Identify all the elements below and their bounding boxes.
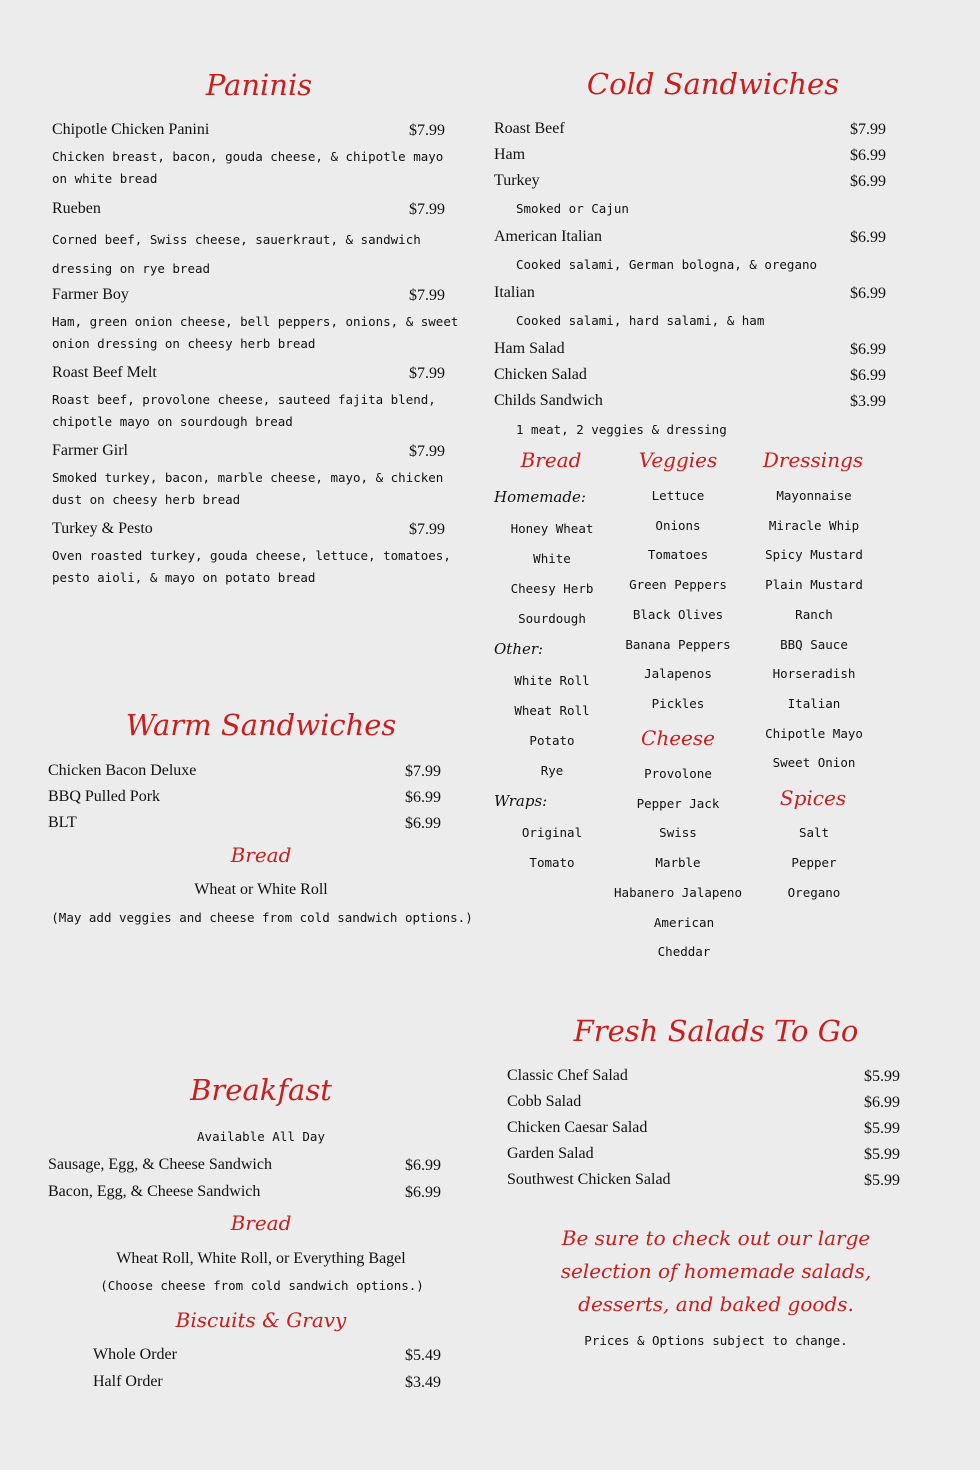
breakfast-title: Breakfast [190, 1073, 332, 1107]
item-description: Roast beef, provolone cheese, sauteed fajita blend, chipotle mayo on sourdough bread [52, 392, 436, 429]
salad-item-price: $5.99 [864, 1172, 900, 1189]
dressing-option: Miracle Whip [768, 518, 860, 533]
salad-item-name: Cobb Salad [507, 1093, 582, 1110]
cold-item-name: Italian [494, 284, 535, 301]
salad-item-price: $5.99 [864, 1146, 900, 1163]
salads-title: Fresh Salads To Go [573, 1014, 859, 1048]
bread-option: Sourdough [518, 611, 586, 626]
item-description: Ham, green onion cheese, bell peppers, onions, & sweet onion dressing on cheesy herb bread [52, 314, 459, 351]
salad-item-name: Garden Salad [507, 1145, 594, 1162]
warm-item-price: $6.99 [405, 815, 441, 832]
cold-item-name: American Italian [494, 228, 602, 245]
item-name: Turkey & Pesto [52, 520, 153, 537]
bread-option: White [533, 551, 571, 566]
cold-item-name: Ham [494, 146, 526, 163]
biscuits-item-name: Half Order [93, 1373, 163, 1390]
cheese-option: Pepper Jack [636, 796, 720, 811]
cold-item-price: $6.99 [850, 341, 886, 358]
salad-item-name: Southwest Chicken Salad [507, 1171, 671, 1188]
bread-title: Bread [520, 448, 582, 472]
bread-option: Cheesy Herb [510, 581, 594, 596]
warm-item-name: BLT [48, 814, 77, 831]
homemade-label: Homemade: [494, 488, 586, 506]
cold-item-price: $7.99 [850, 121, 886, 138]
item-description: Corned beef, Swiss cheese, sauerkraut, & sandwich dressing on rye bread [52, 232, 421, 276]
other-label: Other: [494, 640, 544, 658]
veggie-option: Lettuce [651, 488, 705, 503]
item-price: $7.99 [409, 521, 445, 538]
cold-item-note: 1 meat, 2 veggies & dressing [516, 422, 727, 437]
breakfast-item-price: $6.99 [405, 1157, 441, 1174]
warm-bread-title: Bread [230, 843, 292, 867]
item-name: Farmer Girl [52, 442, 128, 459]
veggie-option: Green Peppers [629, 577, 727, 592]
item-name: Chipotle Chicken Panini [52, 121, 210, 138]
item-name: Farmer Boy [52, 286, 129, 303]
veggie-option: Jalapenos [644, 666, 712, 681]
item-name: Roast Beef Melt [52, 364, 157, 381]
warm-note: (May add veggies and cheese from cold sandwich options.) [51, 910, 473, 925]
item-description: Smoked turkey, bacon, marble cheese, mayo, & chicken dust on cheesy herb bread [52, 470, 444, 507]
breakfast-bread-title: Bread [230, 1211, 292, 1235]
cold-sandwiches-title: Cold Sandwiches [586, 67, 840, 101]
biscuits-item-name: Whole Order [93, 1346, 177, 1363]
cold-item-name: Ham Salad [494, 340, 565, 357]
item-price: $7.99 [409, 287, 445, 304]
salad-item-name: Classic Chef Salad [507, 1067, 628, 1084]
spice-option: Salt [798, 825, 830, 840]
cold-item-note: Cooked salami, hard salami, & ham [516, 313, 765, 328]
salad-item-price: $6.99 [864, 1094, 900, 1111]
item-price: $7.99 [409, 122, 445, 139]
cold-item-name: Roast Beef [494, 120, 565, 137]
item-name: Rueben [52, 200, 101, 217]
warm-item-price: $7.99 [405, 763, 441, 780]
cold-item-note: Smoked or Cajun [516, 201, 629, 216]
cheese-option: Marble [655, 855, 701, 870]
veggie-option: Onions [655, 518, 701, 533]
cold-item-price: $6.99 [850, 229, 886, 246]
veggie-option: Pickles [651, 696, 705, 711]
item-price: $7.99 [409, 443, 445, 460]
bread-option: Wheat Roll [514, 703, 590, 718]
cold-item-name: Chicken Salad [494, 366, 587, 383]
bread-option: Potato [529, 733, 575, 748]
dressing-option: Ranch [795, 607, 833, 622]
breakfast-note: (Choose cheese from cold sandwich options.) [100, 1278, 424, 1293]
warm-bread-text: Wheat or White Roll [194, 881, 328, 898]
veggie-option: Tomatoes [647, 547, 709, 562]
dressing-option: Chipotle Mayo [765, 726, 863, 741]
cheese-option: Provolone [644, 766, 712, 781]
cold-item-price: $3.99 [850, 393, 886, 410]
dressing-option: Mayonnaise [776, 488, 852, 503]
paninis-title: Paninis [205, 68, 313, 102]
dressing-option: Sweet Onion [772, 755, 856, 770]
dressings-title: Dressings [762, 448, 864, 472]
salad-item-price: $5.99 [864, 1120, 900, 1137]
cold-item-price: $6.99 [850, 367, 886, 384]
dressing-option: Horseradish [772, 666, 856, 681]
breakfast-item-name: Sausage, Egg, & Cheese Sandwich [48, 1156, 272, 1173]
cheese-option: American [653, 915, 715, 930]
bread-option: White Roll [514, 673, 590, 688]
salad-item-name: Chicken Caesar Salad [507, 1119, 648, 1136]
spice-option: Oregano [787, 885, 841, 900]
cold-item-price: $6.99 [850, 285, 886, 302]
spices-title: Spices [779, 786, 847, 810]
breakfast-subtitle: Available All Day [197, 1129, 325, 1144]
cold-item-name: Turkey [494, 172, 540, 189]
warm-item-name: BBQ Pulled Pork [48, 788, 161, 805]
item-description: Chicken breast, bacon, gouda cheese, & chipotle mayo on white bread [52, 149, 444, 186]
cheese-title: Cheese [641, 726, 715, 750]
promo-text: Be sure to check out our large selection of homemade salads, desserts, and baked goods. [560, 1226, 872, 1316]
salad-item-price: $5.99 [864, 1068, 900, 1085]
bread-option: Honey Wheat [510, 521, 594, 536]
wrap-option: Original [521, 825, 583, 840]
cheese-option: Swiss [659, 825, 697, 840]
wrap-option: Tomato [529, 855, 575, 870]
veggies-title: Veggies [638, 448, 718, 472]
cold-item-note: Cooked salami, German bologna, & oregano [516, 257, 818, 272]
cold-item-name: Childs Sandwich [494, 392, 603, 409]
disclaimer: Prices & Options subject to change. [584, 1333, 848, 1348]
cold-item-price: $6.99 [850, 147, 886, 164]
cheese-option: Habanero Jalapeno [614, 885, 742, 900]
biscuits-item-price: $5.49 [405, 1347, 441, 1364]
item-price: $7.99 [409, 365, 445, 382]
warm-item-name: Chicken Bacon Deluxe [48, 762, 197, 779]
warm-item-price: $6.99 [405, 789, 441, 806]
wraps-label: Wraps: [494, 792, 548, 810]
breakfast-bread-text: Wheat Roll, White Roll, or Everything Bagel [116, 1250, 406, 1267]
cold-item-price: $6.99 [850, 173, 886, 190]
dressing-option: Plain Mustard [765, 577, 863, 592]
cheese-option: Cheddar [657, 944, 711, 959]
breakfast-item-price: $6.99 [405, 1184, 441, 1201]
breakfast-item-name: Bacon, Egg, & Cheese Sandwich [48, 1183, 261, 1200]
warm-sandwiches-title: Warm Sandwiches [125, 708, 397, 742]
biscuits-title: Biscuits & Gravy [175, 1308, 347, 1332]
veggie-option: Banana Peppers [625, 637, 731, 652]
dressing-option: BBQ Sauce [780, 637, 848, 652]
spice-option: Pepper [791, 855, 837, 870]
veggie-option: Black Olives [632, 607, 724, 622]
dressing-option: Italian [787, 696, 841, 711]
biscuits-item-price: $3.49 [405, 1374, 441, 1391]
dressing-option: Spicy Mustard [765, 547, 863, 562]
item-price: $7.99 [409, 201, 445, 218]
bread-option: Rye [540, 763, 564, 778]
item-description: Oven roasted turkey, gouda cheese, lettuce, tomatoes, pesto aioli, & mayo on potato bread [52, 548, 451, 585]
